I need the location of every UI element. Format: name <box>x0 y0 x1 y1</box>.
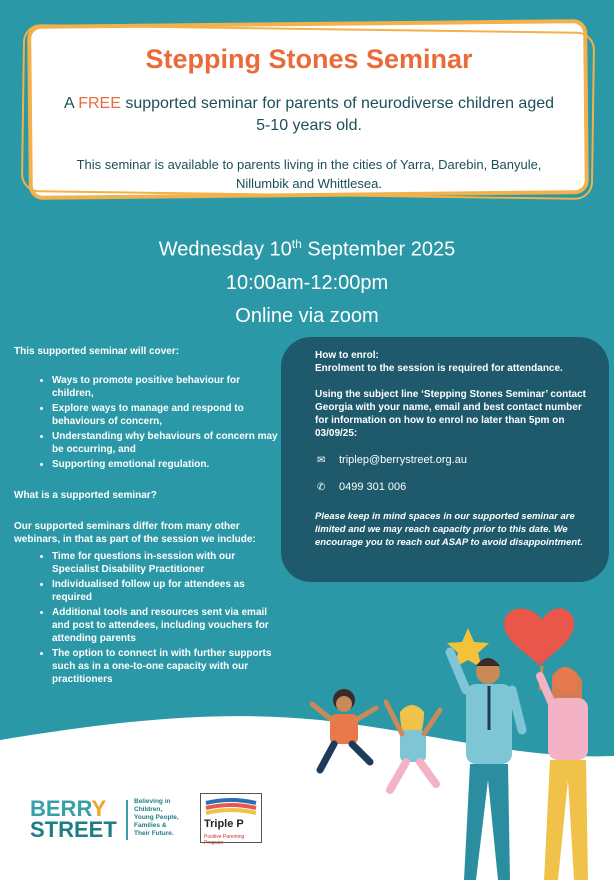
what-intro: Our supported seminars differ from many other webinars, in that as part of the session we include: <box>14 521 256 545</box>
seminar-info <box>14 345 279 688</box>
seminar-subtitle: A FREE supported seminar for parents of neurodiverse children aged 5-10 years old. <box>63 95 555 134</box>
enrol-required: Enrolment to the session is required for attendance. <box>315 363 563 374</box>
berry-street-wordmark: BERRY STREET <box>30 796 117 842</box>
event-location: Online via zoom <box>235 304 379 327</box>
event-date: Wednesday 10th September 2025 <box>158 237 456 261</box>
family-illustration <box>290 580 614 892</box>
list-item: • Explore ways to manage and respond to behaviours of concern, <box>52 402 279 428</box>
what-heading: What is a supported seminar? <box>14 490 157 501</box>
cover-list <box>52 374 279 471</box>
capacity-note: Please keep in mind spaces in our supported seminar are limited and we may reach capacity prior to this date. We encourage you to reach out ASAP to avoid disappointment. <box>315 511 583 548</box>
envelope-icon: ✉ <box>317 455 326 466</box>
availability-text: This seminar is available to parents living in the cities of Yarra, Darebin, Banyule, Nillumbik and Whittlesea. <box>76 157 542 191</box>
logo-divider <box>126 800 128 840</box>
phone-link[interactable]: 0499 301 006 <box>339 481 407 493</box>
email-link[interactable]: triplep@berrystreet.org.au <box>339 454 467 466</box>
enrol-panel <box>281 337 609 582</box>
triple-p-sub: Positive Parenting Program <box>204 834 245 846</box>
event-details <box>0 228 614 333</box>
list-item: • Understanding why behaviours of concern may be occurring, and <box>52 430 279 456</box>
list-item: • Time for questions in-session with our Specialist Disability Practitioner <box>52 550 279 576</box>
triple-p-name: Triple P <box>204 818 244 830</box>
enrol-heading: How to enrol: <box>315 350 379 361</box>
header-card <box>36 30 582 192</box>
list-item: • Supporting emotional regulation. <box>52 458 279 471</box>
list-item: • Additional tools and resources sent via email and post to attendees, including vouchers for attending parents <box>52 606 279 645</box>
event-time: 10:00am-12:00pm <box>225 271 389 294</box>
page-title: Stepping Stones Seminar <box>145 44 473 74</box>
berry-street-tagline: Believing in Children, Young People, Families & Their Future. <box>134 798 179 837</box>
phone-icon: ✆ <box>317 482 326 493</box>
cover-heading: This supported seminar will cover: <box>14 346 180 357</box>
list-item: • Individualised follow up for attendees as required <box>52 578 279 604</box>
heart-icon <box>504 608 574 666</box>
triple-p-stripes-icon <box>204 798 258 816</box>
triple-p-logo <box>200 793 262 846</box>
list-item: • The option to connect in with further supports such as in a one-to-one capacity with our practitioners <box>52 647 279 686</box>
what-list <box>52 550 279 686</box>
phone-contact <box>317 481 587 494</box>
free-highlight: FREE <box>78 95 121 112</box>
enrol-instructions: Using the subject line ‘Stepping Stones Seminar’ contact Georgia with your name, email and best contact number for information on how to enrol no later than 5pm on 03/09/25: <box>315 389 586 439</box>
email-contact <box>317 454 587 467</box>
list-item: • Ways to promote positive behaviour for children, <box>52 374 279 400</box>
